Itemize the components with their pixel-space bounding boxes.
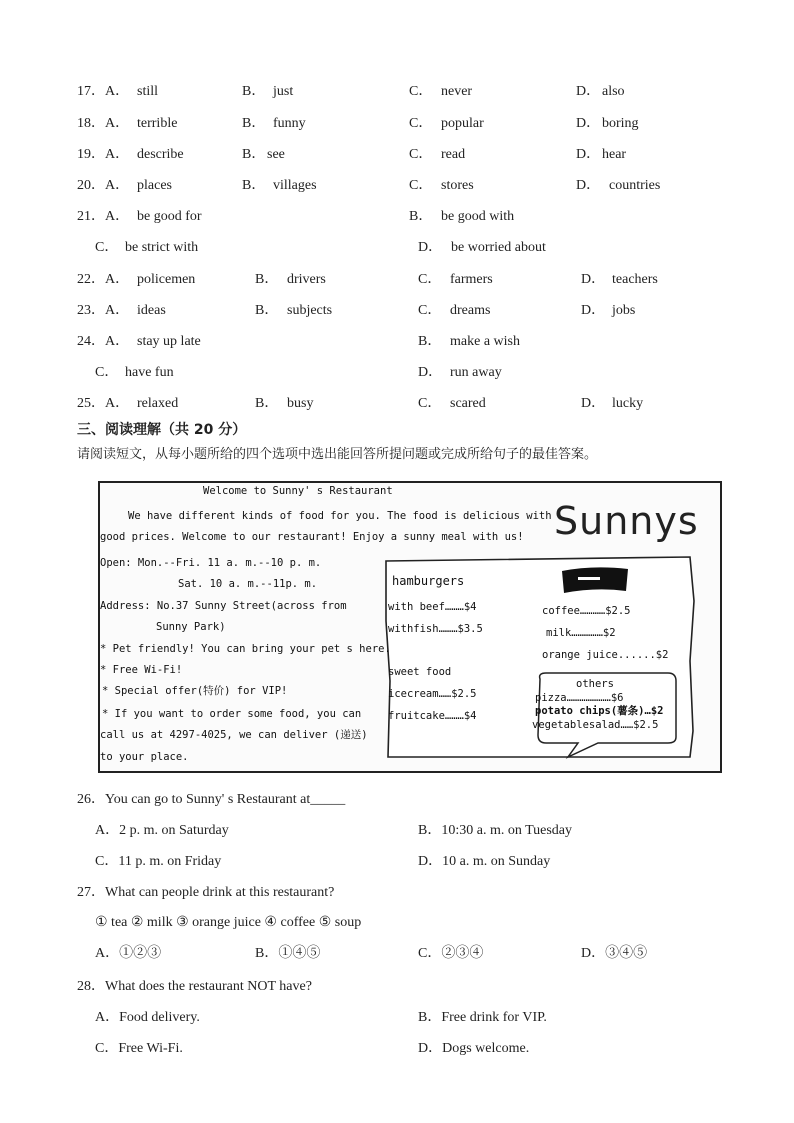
q18-option-b: funny — [273, 116, 306, 131]
q25-number: 25．A． — [77, 396, 130, 411]
q21-letter-c: C． — [95, 240, 119, 255]
q25-option-b: busy — [287, 396, 314, 411]
flyer-address-line-1: Address: No.37 Sunny Street(across from — [100, 600, 347, 612]
menu-item-beef: with beef………$4 — [388, 601, 477, 613]
restaurant-flyer — [98, 481, 722, 773]
q17-option-c: never — [441, 84, 473, 99]
flyer-order-line-1: * If you want to order some food, you can — [102, 708, 362, 720]
q26-stem: 26．You can go to Sunny' s Restaurant at_____ — [77, 792, 346, 807]
q18-letter-b: B． — [242, 116, 266, 131]
q22-letter-b: B． — [255, 272, 279, 287]
q27-option-b: B．①④⑤ — [255, 946, 321, 961]
q26-option-d: D．10 a. m. on Sunday — [418, 854, 551, 869]
q18-number: 18．A． — [77, 116, 130, 131]
flyer-intro-line-1: We have different kinds of food for you. The food is delicious with — [128, 510, 552, 522]
q19-option-d: hear — [602, 147, 627, 162]
q24-letter-b: B． — [418, 334, 442, 349]
q22-option-c: farmers — [450, 272, 493, 287]
q22-option-a: policemen — [137, 272, 196, 287]
q25-letter-c: C． — [418, 396, 442, 411]
q20-option-c: stores — [441, 178, 474, 193]
q19-option-a: describe — [137, 147, 184, 162]
q20-letter-c: C． — [409, 178, 433, 193]
q21-option-c: be strict with — [125, 240, 199, 255]
q22-letter-c: C． — [418, 272, 442, 287]
q25-option-d: lucky — [612, 396, 644, 411]
section-instruction: 请阅读短文，从每小题所给的四个选项中选出能回答所提问题或完成所给句子的最佳答案。 — [77, 447, 598, 462]
q21-letter-d: D． — [418, 240, 443, 255]
q20-option-d: countries — [609, 178, 661, 193]
q23-option-d: jobs — [612, 303, 636, 318]
flyer-open-weekdays: Open: Mon.--Fri. 11 a. m.--10 p. m. — [100, 557, 322, 569]
q28-option-d: D．Dogs welcome. — [418, 1041, 530, 1056]
flyer-intro-line-2: good prices. Welcome to our restaurant! Enjoy a sunny meal with us! — [100, 531, 524, 543]
q19-letter-b: B． — [242, 147, 266, 162]
q22-number: 22．A． — [77, 272, 130, 287]
menu-item-pizza: pizza…………………$6 — [535, 692, 624, 704]
q19-letter-d: D． — [576, 147, 601, 162]
q17-option-d: also — [602, 84, 625, 99]
q21-option-d: be worried about — [451, 240, 546, 255]
q24-letter-d: D． — [418, 365, 443, 380]
q21-number: 21．A． — [77, 209, 130, 224]
q19-option-b: see — [267, 147, 285, 162]
q17-number: 17．A． — [77, 84, 130, 99]
flyer-order-line-3: to your place. — [100, 751, 189, 763]
q20-number: 20．A． — [77, 178, 130, 193]
q26-option-a: A．2 p. m. on Saturday — [95, 823, 229, 838]
q27-items: ① tea ② milk ③ orange juice ④ coffee ⑤ soup — [95, 915, 362, 930]
q18-option-c: popular — [441, 116, 484, 131]
q20-option-b: villages — [273, 178, 317, 193]
q19-option-c: read — [441, 147, 466, 162]
menu-item-coffee: coffee…………$2.5 — [542, 605, 631, 617]
flyer-vip-offer: * Special offer(特价) for VIP! — [102, 685, 288, 697]
q19-letter-c: C． — [409, 147, 433, 162]
q27-option-d: D．③④⑤ — [581, 946, 648, 961]
q21-letter-b: B． — [409, 209, 433, 224]
q27-stem: 27．What can people drink at this restaurant? — [77, 885, 335, 900]
flyer-pet-friendly: * Pet friendly! You can bring your pet s here. — [100, 643, 391, 655]
q20-letter-b: B． — [242, 178, 266, 193]
q24-option-d: run away — [450, 365, 502, 380]
q24-option-c: have fun — [125, 365, 174, 380]
q27-option-a: A．①②③ — [95, 946, 162, 961]
menu-item-vegetable-salad: vegetablesalad……$2.5 — [532, 719, 659, 731]
q28-option-c: C．Free Wi-Fi. — [95, 1041, 183, 1056]
q18-option-d: boring — [602, 116, 639, 131]
q18-option-a: terrible — [137, 116, 178, 131]
q23-letter-b: B． — [255, 303, 279, 318]
menu-item-milk: milk……………$2 — [546, 627, 616, 639]
q25-option-c: scared — [450, 396, 486, 411]
q20-letter-d: D． — [576, 178, 601, 193]
q23-option-c: dreams — [450, 303, 491, 318]
q28-option-a: A．Food delivery. — [95, 1010, 200, 1025]
menu-item-orange-juice: orange juice......$2 — [542, 649, 669, 661]
q24-option-b: make a wish — [450, 334, 520, 349]
q23-option-a: ideas — [137, 303, 166, 318]
q23-letter-c: C． — [418, 303, 442, 318]
q18-letter-c: C． — [409, 116, 433, 131]
q19-number: 19．A． — [77, 147, 130, 162]
q17-letter-d: D． — [576, 84, 601, 99]
q21-option-b: be good with — [441, 209, 515, 224]
q18-letter-d: D． — [576, 116, 601, 131]
flyer-open-saturday: Sat. 10 a. m.--11p. m. — [178, 578, 318, 590]
q22-option-d: teachers — [612, 272, 658, 287]
menu-item-potato-chips: potato chips(薯条)…$2 — [535, 705, 664, 717]
q25-letter-d: D． — [581, 396, 606, 411]
menu-item-fish: withfish………$3.5 — [388, 623, 483, 635]
flyer-welcome: Welcome to Sunny' s Restaurant — [203, 485, 393, 497]
q25-letter-b: B． — [255, 396, 279, 411]
q23-letter-d: D． — [581, 303, 606, 318]
q23-number: 23．A． — [77, 303, 130, 318]
q17-letter-b: B． — [242, 84, 266, 99]
flyer-order-line-2: call us at 4297-4025, we can deliver (递送) — [100, 729, 368, 741]
flyer-free-wifi: * Free Wi-Fi! — [100, 664, 183, 676]
menu-item-fruitcake: fruitcake………$4 — [388, 710, 477, 722]
section-title: 三、阅读理解（共 20 分） — [77, 422, 247, 438]
q22-option-b: drivers — [287, 272, 326, 287]
q23-option-b: subjects — [287, 303, 333, 318]
menu-others-heading: others — [576, 678, 614, 690]
q24-letter-c: C． — [95, 365, 119, 380]
q24-number: 24．A． — [77, 334, 130, 349]
q25-option-a: relaxed — [137, 396, 179, 411]
menu-hamburgers-heading: hamburgers — [392, 574, 465, 588]
menu-sweet-heading: sweet food — [388, 666, 452, 678]
flyer-address-line-2: Sunny Park) — [156, 621, 226, 633]
q21-option-a: be good for — [137, 209, 202, 224]
q20-option-a: places — [137, 178, 172, 193]
q26-option-b: B．10:30 a. m. on Tuesday — [418, 823, 573, 838]
q24-option-a: stay up late — [137, 334, 201, 349]
menu-item-icecream: icecream……$2.5 — [388, 688, 477, 700]
q17-letter-c: C． — [409, 84, 433, 99]
flyer-brand-logo: Sunnys — [554, 499, 699, 543]
q27-option-c: C．②③④ — [418, 946, 484, 961]
q26-option-c: C．11 p. m. on Friday — [95, 854, 222, 869]
q22-letter-d: D． — [581, 272, 606, 287]
q28-option-b: B．Free drink for VIP. — [418, 1010, 547, 1025]
q17-option-a: still — [137, 84, 159, 99]
q17-option-b: just — [273, 84, 294, 99]
q28-stem: 28．What does the restaurant NOT have? — [77, 979, 312, 994]
